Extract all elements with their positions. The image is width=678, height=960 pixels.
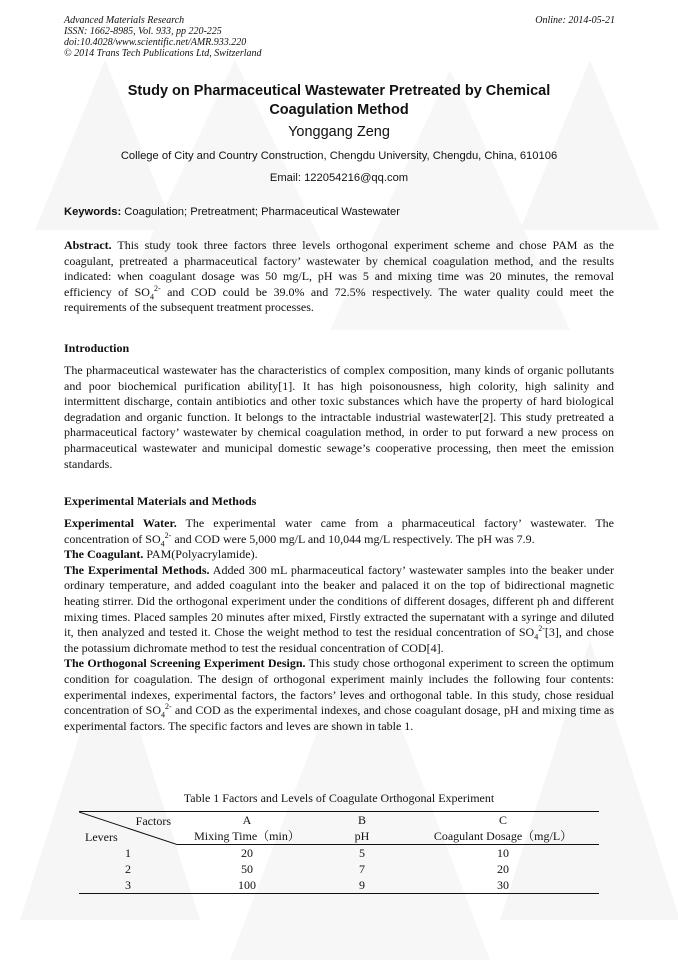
column-header: pH <box>317 828 407 845</box>
table-cell: 3 <box>79 877 177 894</box>
title-line: Study on Pharmaceutical Wastewater Pretreated by Chemical <box>127 83 551 99</box>
paper-title <box>64 82 614 120</box>
column-header: Mixing Time（min） <box>177 828 317 845</box>
table-cell: 50 <box>241 862 253 876</box>
methods-text: [3], and chose the potassium dichromate method to test the residual concentration of COD[4]. <box>64 625 614 655</box>
table-row <box>79 845 599 862</box>
chem-subscript: 4 <box>534 632 539 642</box>
experimental-water <box>64 516 614 734</box>
corner-levers-label: Levers <box>85 829 118 844</box>
keywords-label: Keywords: <box>64 206 122 218</box>
methods-label: The Experimental Methods. <box>64 562 210 577</box>
issn: ISSN: 1662-8985, Vol. 933, pp 220-225 <box>64 26 222 37</box>
table-cell: 30 <box>407 877 599 894</box>
chem-subscript: 4 <box>149 292 154 302</box>
journal-name: Advanced Materials Research <box>64 15 185 26</box>
table-cell: 9 <box>317 877 407 894</box>
journal-header <box>64 15 262 59</box>
keywords-text: Coagulation; Pretreatment; Pharmaceutical Wastewater <box>121 206 400 218</box>
title-line: Coagulation Method <box>269 102 409 118</box>
abstract-text: and COD could be 39.0% and 72.5% respectively. The water quality could meet the requirements of the subsequent treatment processes. <box>64 284 614 315</box>
chem-superscript: 2- <box>153 283 161 293</box>
doi: doi:10.4028/www.scientific.net/AMR.933.220 <box>64 37 247 48</box>
design-text: and COD as the experimental indexes, and chose coagulant dosage, pH and mixing time as experimental factors. The specific factors and leves are shown in table 1. <box>64 703 615 733</box>
methods-heading: Experimental Materials and Methods <box>64 494 257 508</box>
author: Yonggang Zeng <box>288 124 390 140</box>
table-cell: 2 <box>125 862 131 876</box>
design-text: This study chose orthogonal experiment to screen the optimum condition for coagulation. The design of orthogonal experiment mainly includes the following four contents: experimental indexes, experimental factors, the factors’ leves and orthogonal table. In this study, chose residual concentration of SO <box>64 656 614 718</box>
column-header: Coagulant Dosage（mg/L） <box>407 828 599 845</box>
online-date: Online: 2014-05-21 <box>535 15 615 26</box>
table-cell: 20 <box>241 846 253 860</box>
chem-superscript: 2- <box>538 624 545 634</box>
water-label: Experimental Water. <box>64 516 177 530</box>
water-text: The experimental water came from a pharmaceutical factory’ wastewater. The concentration of SO <box>64 516 614 546</box>
design-label: The Orthogonal Screening Experiment Design. <box>64 656 306 671</box>
coagulant-text: PAM(Polyacrylamide). <box>143 547 258 562</box>
table-cell: 100 <box>177 877 317 894</box>
introduction-text: The pharmaceutical wastewater has the characteristics of complex composition, many kinds of organic pollutants and poor biochemical purification ability[1]. It has high poisonousness, high colority, high salinity and intermittent discharge, contain antibiotics and other toxic substances which have the property of hard biological degradation and organic function. It belongs to the intractable industrial wastewater[2]. This study pretreated a pharmaceutical factory’ wastewater by chemical coagulation method, in order to put forward a new process on pharmaceutical wastewater and municipal domestic sewage’s cooperative processing, then meet the emission standards. <box>64 363 614 471</box>
keywords <box>64 206 614 218</box>
email: Email: 122054216@qq.com <box>269 172 409 184</box>
chem-subscript: 4 <box>161 710 166 720</box>
factors-table <box>79 811 599 894</box>
water-text: and COD were 5,000 mg/L and 10,044 mg/L respectively. The pH was 7.9. <box>171 531 535 546</box>
column-letter: C <box>407 812 599 829</box>
affiliation: College of City and Country Construction, Chengdu University, Chengdu, China, 610106 <box>120 150 558 162</box>
abstract-label: Abstract. <box>64 238 112 252</box>
methods-text: Added 300 mL pharmaceutical factory’ wastewater samples into the beaker under ordinary temperature, and added coagulant into the beaker and palaced it on the top of bidirectional magnetic heating stirrer. Did the orthogonal experiment under the conditions of different dosages, different ph and different mixing times. Placed samples 20 minutes after mixed, Firstly extracted the supernatant with a syringe and diluted it, then analyzed and tested it. Chose the weight method to test the residual concentration of SO <box>64 562 614 640</box>
table-cell: 5 <box>359 846 365 860</box>
copyright: © 2014 Trans Tech Publications Ltd, Switzerland <box>64 48 262 59</box>
table-corner-cell <box>79 812 177 845</box>
abstract <box>64 238 614 316</box>
table-caption: Table 1 Factors and Levels of Coagulate Orthogonal Experiment <box>183 791 495 805</box>
abstract-text: This study took three factors three levels orthogonal experiment scheme and chose PAM as the coagulant, pretreated a pharmaceutical factory’ wastewater by chemical coagulation method, and the results indicated: when coagulant dosage was 50 mg/L, pH was 5 and mixing time was 20 minutes, the removal efficiency of SO <box>64 238 614 299</box>
table-header-row <box>79 812 599 829</box>
coagulant-label: The Coagulant. <box>64 547 144 562</box>
corner-factors-label: Factors <box>135 814 171 828</box>
table-row <box>79 861 599 877</box>
table-cell: 7 <box>359 862 365 876</box>
column-letter: A <box>177 812 317 829</box>
chem-superscript: 2- <box>165 702 172 712</box>
chem-superscript: 2- <box>164 530 172 540</box>
table-cell: 1 <box>125 845 131 860</box>
introduction-heading: Introduction <box>64 341 130 355</box>
chem-subscript: 4 <box>160 538 165 548</box>
column-letter: B <box>317 812 407 829</box>
table-cell: 20 <box>497 862 509 876</box>
table-row <box>79 877 599 894</box>
table-cell: 10 <box>497 846 509 860</box>
